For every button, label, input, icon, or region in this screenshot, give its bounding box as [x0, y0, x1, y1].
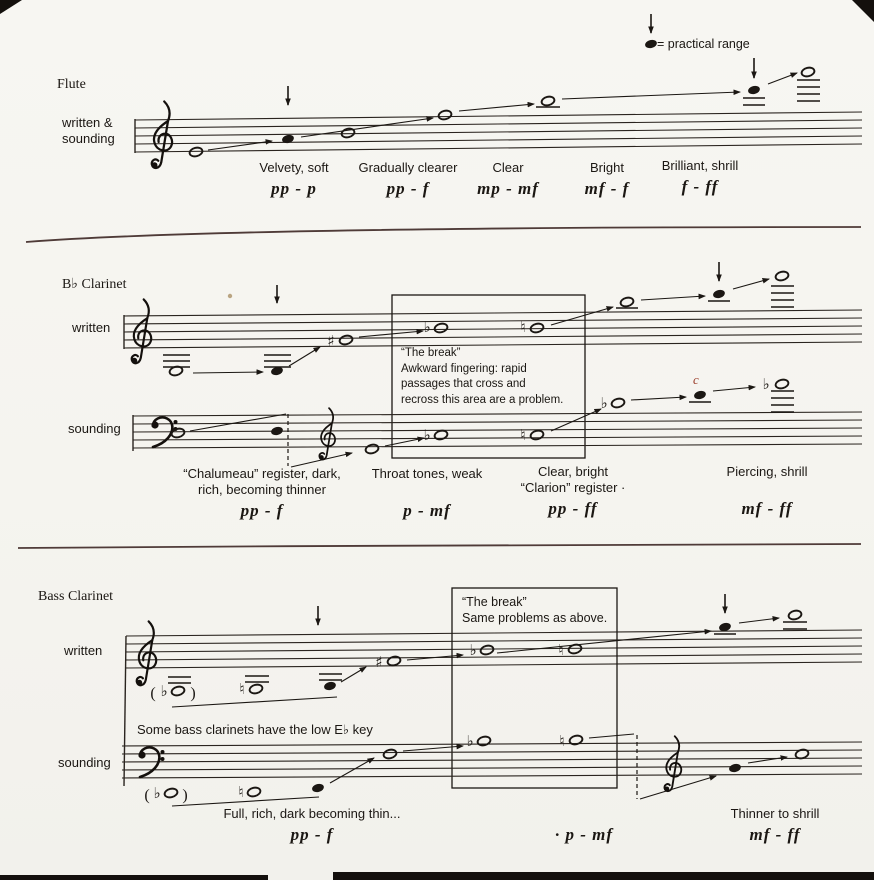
register-description: Bright — [590, 160, 624, 175]
register-description: Piercing, shrill — [726, 464, 808, 479]
clarinet-register-1 — [183, 466, 341, 521]
paren-close: ) — [182, 787, 188, 804]
natural-accidental: ♮ — [559, 732, 565, 750]
bass-clarinet-written-label: written — [64, 643, 103, 658]
clarinet-register-3 — [521, 464, 626, 519]
clarinet-sounding-label: sounding — [68, 421, 121, 436]
break-box-line: recross this area are a problem. — [401, 393, 564, 406]
register-dynamics: pp - ff — [548, 499, 598, 518]
practical-range-legend-graphic — [644, 14, 658, 49]
register-description: rich, becoming thinner — [198, 482, 326, 497]
flat-accidental: ♭ — [466, 732, 474, 750]
clarinet-break-box-text — [401, 346, 581, 408]
flute-register-2 — [359, 160, 458, 199]
register-description: Gradually clearer — [358, 160, 458, 175]
register-dynamics: pp - p — [271, 179, 317, 198]
flat-accidental: ♭ — [423, 426, 431, 444]
flat-accidental: ♭ — [762, 375, 770, 393]
break-box-line: Same problems as above. — [462, 611, 608, 625]
register-description — [555, 806, 613, 822]
handwritten-annotation: c — [693, 372, 699, 387]
flute-register-5 — [662, 158, 739, 197]
natural-accidental: ♮ — [558, 641, 564, 659]
register-description: Clear, bright — [537, 464, 609, 479]
flute-register-3 — [477, 160, 539, 199]
bass-register-2 — [555, 806, 613, 845]
break-box-line: Awkward fingering: rapid — [401, 362, 527, 375]
clarinet-title: B♭ Clarinet — [62, 277, 127, 292]
treble-clef-icon — [136, 621, 156, 685]
treble-clef-icon — [152, 102, 173, 169]
bass-register-3 — [731, 806, 820, 845]
bass-clarinet-sounding-label: sounding — [58, 755, 111, 770]
register-dynamics: pp - f — [386, 179, 430, 198]
flat-accidental: ♭ — [153, 784, 161, 802]
paren-open: ( — [144, 787, 150, 804]
paren-close: ) — [190, 685, 196, 702]
bass-clarinet-break-box-text — [462, 594, 612, 626]
treble-clef-icon — [319, 408, 335, 460]
clarinet-register-2 — [372, 466, 483, 521]
flat-accidental: ♭ — [600, 394, 608, 412]
register-dynamics: f - ff — [681, 177, 719, 196]
natural-accidental: ♮ — [239, 680, 245, 698]
flute-staff-label-line1: written & — [62, 115, 113, 130]
divider-flute-clarinet — [26, 227, 861, 242]
flute-staff — [135, 58, 862, 168]
sharp-accidental: ♯ — [375, 653, 383, 671]
flat-accidental: ♭ — [469, 641, 477, 659]
clarinet-register-4 — [727, 464, 808, 519]
practical-range-label: = practical range — [657, 37, 750, 51]
register-dynamics: mf - f — [584, 179, 630, 198]
divider-clarinet-bass — [18, 544, 861, 548]
flute-staff-label-line2: sounding — [62, 131, 115, 146]
register-description: Clear — [492, 160, 524, 175]
register-description — [372, 482, 483, 498]
register-dynamics: p - mf — [403, 501, 451, 520]
register-dynamics: · p - mf — [554, 825, 614, 844]
flute-register-4 — [585, 160, 630, 199]
register-description — [727, 480, 808, 496]
flute-title: Flute — [57, 77, 86, 92]
flat-accidental: ♭ — [160, 682, 168, 700]
register-description: Velvety, soft — [259, 160, 329, 175]
register-dynamics: mp - mf — [477, 179, 539, 198]
bass-clarinet-title: Bass Clarinet — [38, 589, 114, 604]
register-description: Brilliant, shrill — [661, 158, 739, 173]
natural-accidental: ♮ — [520, 426, 526, 444]
bass-register-1 — [223, 806, 400, 845]
clarinet-written-label: written — [72, 320, 111, 335]
treble-clef-icon — [664, 736, 681, 791]
sharp-accidental: ♯ — [327, 332, 335, 350]
register-description: “Clarion” register · — [520, 480, 626, 495]
register-description: Throat tones, weak — [371, 466, 483, 481]
practical-range-note — [644, 39, 658, 50]
register-dynamics: mf - ff — [741, 499, 793, 518]
flat-accidental: ♭ — [423, 318, 431, 336]
register-description: “Chalumeau” register, dark, — [183, 466, 341, 481]
break-box-line: passages that cross and — [401, 378, 526, 390]
treble-clef-icon — [131, 299, 151, 363]
break-box-title: “The break” — [462, 595, 527, 609]
break-box-title: “The break” — [401, 347, 461, 359]
register-description: Full, rich, dark becoming thin... — [223, 806, 401, 821]
register-description: Thinner to shrill — [730, 806, 820, 821]
bass-clarinet-sounding-staff — [122, 732, 862, 806]
natural-accidental: ♮ — [520, 318, 526, 336]
register-dynamics: pp - f — [240, 501, 284, 520]
register-dynamics: mf - ff — [749, 825, 801, 844]
register-dynamics: pp - f — [290, 825, 334, 844]
natural-accidental: ♮ — [238, 783, 244, 801]
paren-open: ( — [150, 685, 156, 702]
flute-register-1 — [259, 160, 328, 199]
low-eb-key-note: Some bass clarinets have the low E♭ key — [137, 722, 373, 737]
